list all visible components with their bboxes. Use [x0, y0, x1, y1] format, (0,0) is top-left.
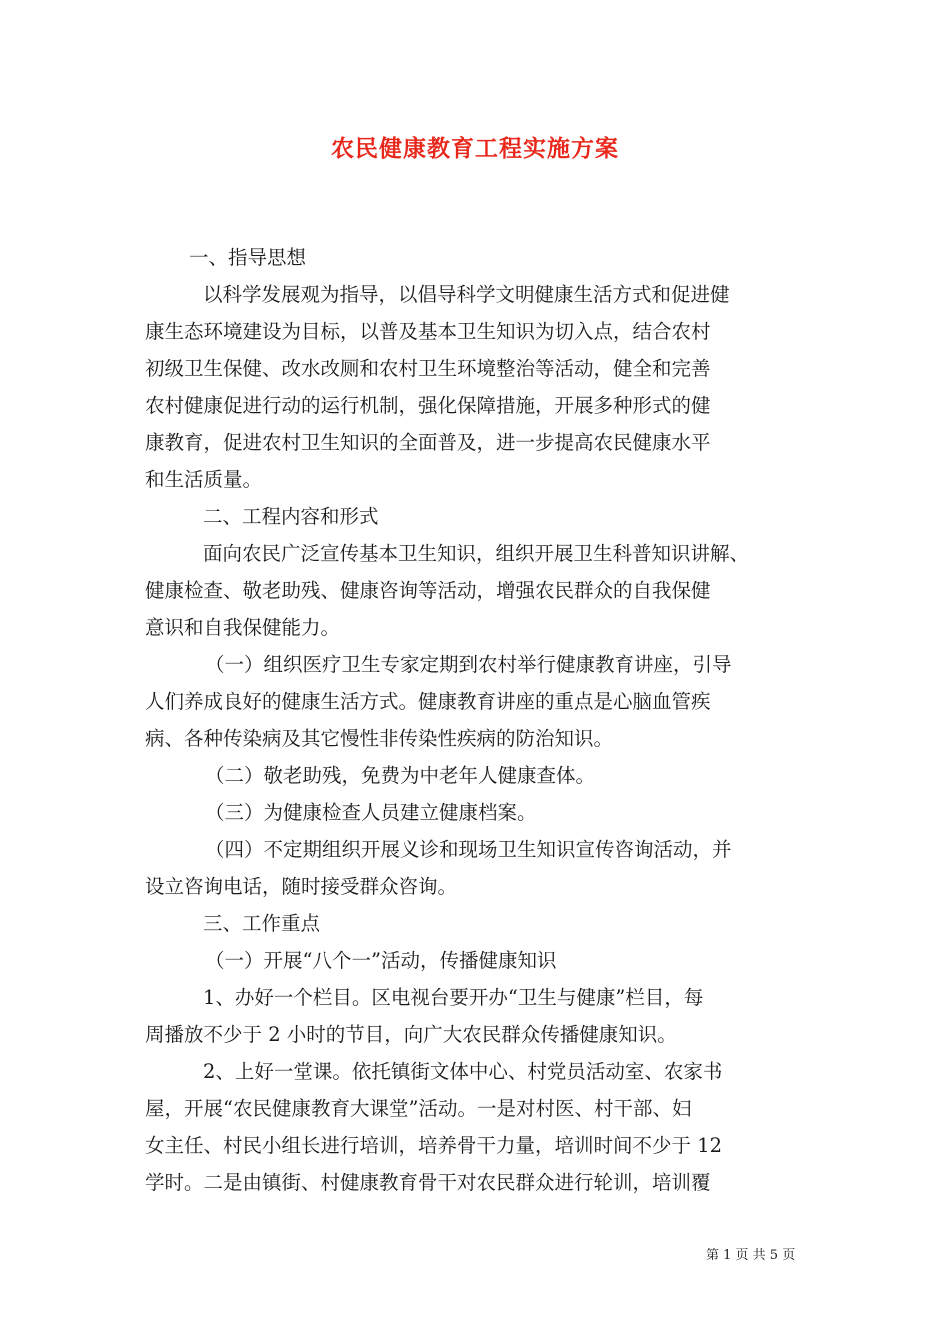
- list-item-line: （三）为健康检查人员建立健康档案。: [205, 801, 537, 824]
- subheading-line: （一）开展“八个一”活动，传播健康知识: [205, 949, 557, 972]
- list-item-line: （二）敬老助残，免费为中老年人健康查体。: [205, 764, 596, 787]
- list-item-line: （一）组织医疗卫生专家定期到农村举行健康教育讲座，引导: [205, 653, 732, 676]
- paragraph-line: 意识和自我保健能力。: [145, 616, 341, 639]
- paragraph-line: 初级卫生保健、改水改厕和农村卫生环境整治等活动，健全和完善: [145, 357, 711, 380]
- section-heading-1: 一、指导思想: [189, 246, 307, 269]
- paragraph-line: 病、各种传染病及其它慢性非传染性疾病的防治知识。: [145, 727, 614, 750]
- paragraph-line: 屋，开展“农民健康教育大课堂”活动。一是对村医、村干部、妇: [145, 1097, 692, 1120]
- list-item-line: （四）不定期组织开展义诊和现场卫生知识宣传咨询活动，并: [205, 838, 732, 861]
- paragraph-line: 农村健康促进行动的运行机制，强化保障措施，开展多种形式的健: [145, 394, 711, 417]
- document-body: [145, 239, 815, 1201]
- list-item-line: 1、办好一个栏目。区电视台要开办“卫生与健康”栏目，每: [203, 986, 704, 1009]
- document-title: 农民健康教育工程实施方案: [331, 135, 619, 162]
- paragraph-line: 康生态环境建设为目标，以普及基本卫生知识为切入点，结合农村: [145, 320, 711, 343]
- paragraph-line: 康教育，促进农村卫生知识的全面普及，进一步提高农民健康水平: [145, 431, 711, 454]
- paragraph-line: 女主任、村民小组长进行培训，培养骨干力量，培训时间不少于 12: [145, 1134, 723, 1157]
- paragraph-line: 周播放不少于 2 小时的节目，向广大农民群众传播健康知识。: [145, 1023, 677, 1046]
- paragraph-line: 设立咨询电话，随时接受群众咨询。: [145, 875, 458, 898]
- list-item-line: 2、上好一堂课。依托镇街文体中心、村党员活动室、农家书: [203, 1060, 723, 1083]
- paragraph-line: 人们养成良好的健康生活方式。健康教育讲座的重点是心脑血管疾: [145, 690, 711, 713]
- paragraph-line: 和生活质量。: [145, 468, 263, 491]
- section-heading-2: 二、工程内容和形式: [203, 505, 379, 528]
- paragraph-line: 以科学发展观为指导，以倡导科学文明健康生活方式和促进健: [203, 283, 730, 306]
- section-heading-3: 三、工作重点: [203, 912, 321, 935]
- paragraph-line: 学时。二是由镇街、村健康教育骨干对农民群众进行轮训，培训覆: [145, 1171, 711, 1194]
- paragraph-line: 健康检查、敬老助残、健康咨询等活动，增强农民群众的自我保健: [145, 579, 711, 602]
- paragraph-line: 面向农民广泛宣传基本卫生知识，组织开展卫生科普知识讲解、: [203, 542, 750, 565]
- page-number: 第 1 页 共 5 页: [706, 1248, 796, 1263]
